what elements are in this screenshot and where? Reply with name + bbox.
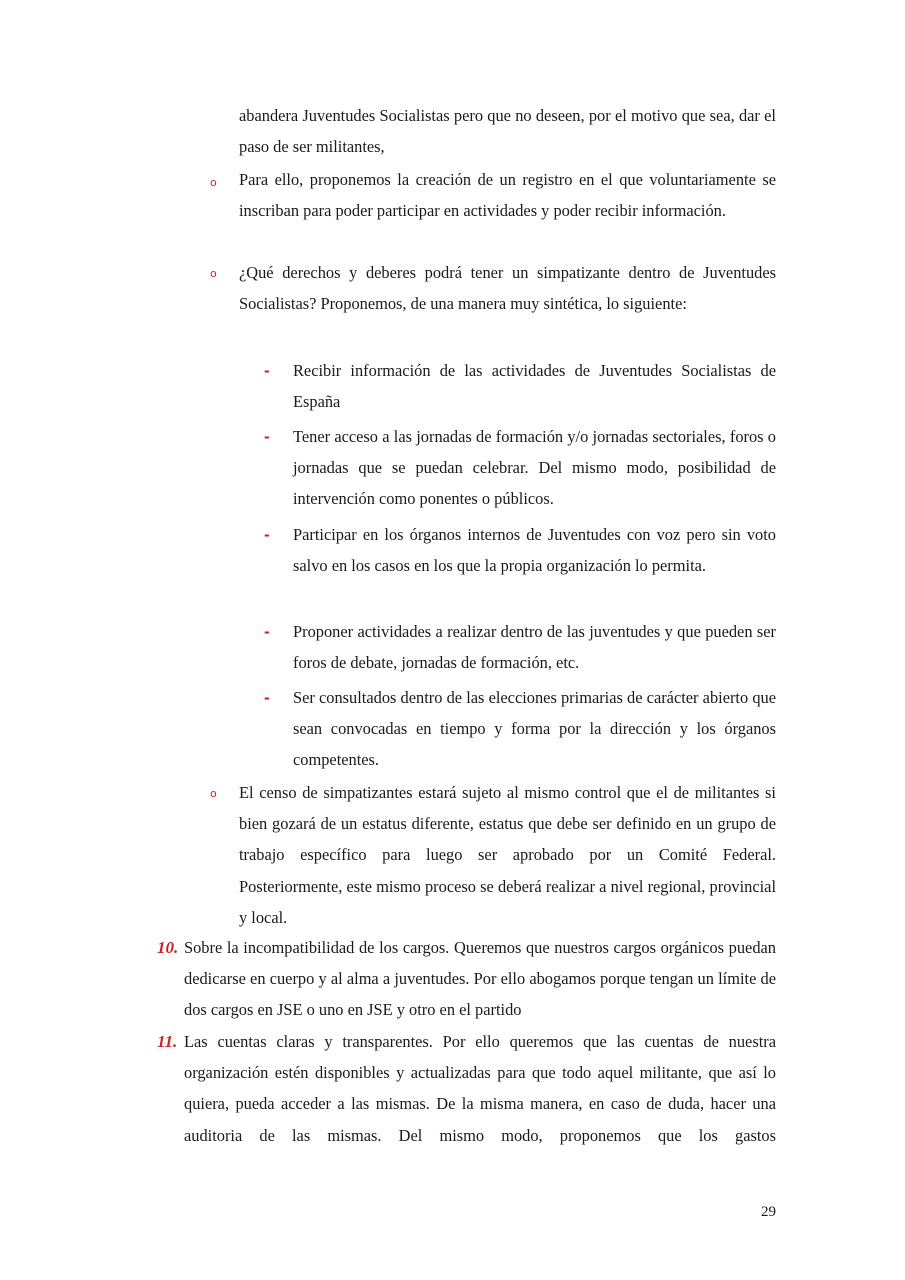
bullet-marker: o [210, 787, 217, 800]
bullet-marker: o [210, 267, 217, 280]
dash-item-acceso-jornadas: Tener acceso a las jornadas de formación y/o jornadas sectoriales, foros o jornadas que se puedan celebrar. Del mismo modo, posibilidad de intervención como ponentes o públicos. [293, 427, 776, 509]
dash-marker: - [264, 361, 270, 380]
numbered-item-cuentas: Las cuentas claras y transparentes. Por ello queremos que las cuentas de nuestra organización estén disponibles y actualizadas para que todo aquel militante, que así lo quiera, pueda acceder a las mismas. De la misma manera, en caso de duda, hacer una auditoria de las mismas. Del mismo modo, proponemos que los gastos [184, 1032, 776, 1145]
dash-marker: - [264, 622, 270, 641]
bullet-item-registro: Para ello, proponemos la creación de un registro en el que voluntariamente se inscriban para poder participar en actividades y poder recibir información. [239, 170, 776, 221]
dash-marker: - [264, 688, 270, 707]
bullet-item-derechos: ¿Qué derechos y deberes podrá tener un simpatizante dentro de Juventudes Socialistas? Proponemos, de una manera muy sintética, lo siguiente: [239, 263, 776, 314]
bullet-item-censo: El censo de simpatizantes estará sujeto al mismo control que el de militantes si bien gozará de un estatus diferente, estatus que debe ser definido en un grupo de trabajo específico para luego ser aprobado por un Comité Federal. Posteriormente, este mismo proceso se deberá realizar a nivel regional, provincial y local. [239, 783, 776, 927]
numbered-marker-11: 11. [157, 1032, 178, 1051]
bullet-marker: o [210, 176, 217, 189]
numbered-item-incompatibilidad: Sobre la incompatibilidad de los cargos. Queremos que nuestros cargos orgánicos puedan dedicarse en cuerpo y al alma a juventudes. Por ello abogamos porque tengan un límite de dos cargos en JSE o uno en JSE y otro en el partido [184, 938, 776, 1020]
dash-item-participar-organos: Participar en los órganos internos de Juventudes con voz pero sin voto salvo en los casos en los que la propia organización lo permita. [293, 525, 776, 576]
dash-item-proponer-actividades: Proponer actividades a realizar dentro de las juventudes y que pueden ser foros de debate, jornadas de formación, etc. [293, 622, 776, 673]
dash-marker: - [264, 427, 270, 446]
dash-item-recibir-informacion: Recibir información de las actividades de Juventudes Socialistas de España [293, 361, 776, 412]
numbered-marker-10: 10. [157, 938, 179, 957]
paragraph-continuation: abandera Juventudes Socialistas pero que no deseen, por el motivo que sea, dar el paso de ser militantes, [239, 106, 776, 157]
page-number: 29 [761, 1204, 776, 1220]
dash-marker: - [264, 525, 270, 544]
dash-item-ser-consultados: Ser consultados dentro de las elecciones primarias de carácter abierto que sean convocadas en tiempo y forma por la dirección y los órganos competentes. [293, 688, 776, 770]
